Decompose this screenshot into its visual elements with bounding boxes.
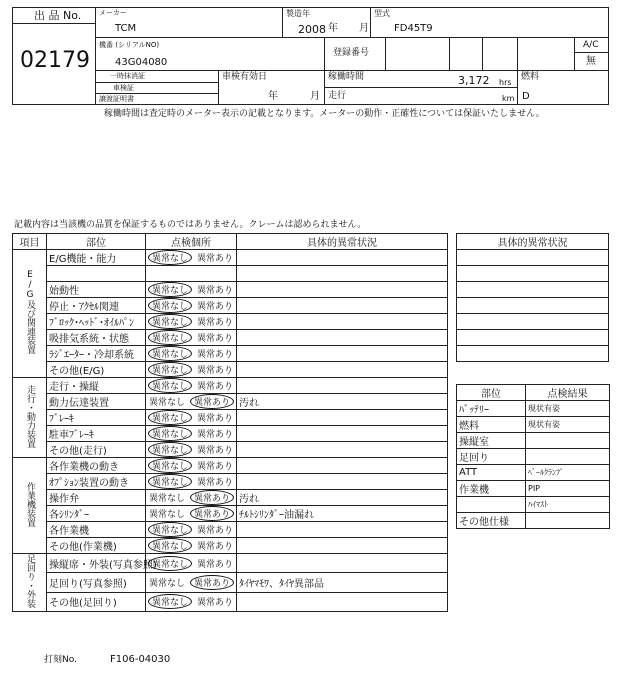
option-abnormal: 異常あり xyxy=(196,430,233,440)
result-value: ﾊｲﾏｽﾄ xyxy=(526,497,610,513)
section-name: 作業機装置 xyxy=(25,481,35,527)
registration-label: 登録番号 xyxy=(333,48,370,58)
check-cell xyxy=(146,522,237,538)
table-row xyxy=(13,346,448,362)
option-abnormal: 異常あり xyxy=(190,575,234,590)
option-normal: 異常なし xyxy=(148,282,192,297)
option-normal: 異常なし xyxy=(148,330,192,345)
header-detail: 具体的異常状況 xyxy=(237,234,448,250)
result-row xyxy=(457,417,610,433)
option-abnormal: 異常あり xyxy=(196,446,233,456)
detail-cell xyxy=(237,554,448,573)
table-row xyxy=(13,554,448,573)
result-header-result: 点検結果 xyxy=(526,385,610,401)
section-label xyxy=(13,378,47,458)
header-check: 点検個所 xyxy=(146,234,237,250)
table-row xyxy=(13,573,448,592)
detail-cell xyxy=(237,362,448,378)
serial-value: 43G04080 xyxy=(115,57,168,68)
table-row xyxy=(13,266,448,282)
option-abnormal: 異常あり xyxy=(196,542,233,552)
hours-unit: hrs xyxy=(499,78,512,87)
quality-notice: 記載内容は当該機の品質を保証するものではありません。クレームは認められません。 xyxy=(14,220,367,230)
option-normal: 異常なし xyxy=(148,250,192,265)
part-cell xyxy=(47,266,146,282)
stamp-label: 打刻No. xyxy=(44,655,77,665)
model-label: 型式 xyxy=(374,9,390,18)
result-row xyxy=(457,465,610,481)
result-value xyxy=(526,449,610,465)
result-part xyxy=(457,497,526,513)
table-row xyxy=(13,394,448,410)
inspection-month: 月 xyxy=(310,91,320,102)
result-part: ATT xyxy=(457,465,526,481)
option-normal: 異常なし xyxy=(148,594,192,609)
year-label: 製造年 xyxy=(286,9,310,18)
part-cell: 吸排気系統・状態 xyxy=(47,330,146,346)
maker-label: メーカー xyxy=(99,9,127,17)
table-header-row xyxy=(13,234,448,250)
table-row xyxy=(13,330,448,346)
result-part: ﾊﾞｯﾃﾘｰ xyxy=(457,401,526,417)
table-row xyxy=(13,314,448,330)
temp-cert-label: 一時抹消証 xyxy=(110,72,145,80)
table-row xyxy=(13,378,448,394)
table-row xyxy=(13,506,448,522)
option-normal: 異常なし xyxy=(148,410,192,425)
part-cell: 駐車ﾌﾞﾚｰｷ xyxy=(47,426,146,442)
check-cell xyxy=(146,282,237,298)
check-cell xyxy=(146,314,237,330)
detail-cell xyxy=(237,592,448,611)
section-label xyxy=(13,250,47,378)
result-row xyxy=(457,401,610,417)
table-row xyxy=(13,410,448,426)
check-cell xyxy=(146,378,237,394)
detail-cell xyxy=(237,474,448,490)
option-abnormal: 異常あり xyxy=(196,526,233,536)
part-cell: 動力伝達装置 xyxy=(47,394,146,410)
option-abnormal: 異常あり xyxy=(196,598,233,609)
section-name: 走行・動力装置 xyxy=(25,384,35,448)
check-cell xyxy=(146,250,237,266)
part-cell: その他(E/G) xyxy=(47,362,146,378)
table-row xyxy=(13,298,448,314)
hours-notice: 稼働時間は査定時のメーター表示の記載となります。メーターの動作・正確性については保証いたしません。 xyxy=(104,109,545,119)
table-row xyxy=(13,538,448,554)
detail-cell xyxy=(237,298,448,314)
part-cell: 停止・ｱｸｾﾙ関連 xyxy=(47,298,146,314)
option-abnormal: 異常あり xyxy=(196,462,233,472)
option-normal: 異常なし xyxy=(148,378,192,393)
table-row xyxy=(13,490,448,506)
option-abnormal: 異常あり xyxy=(196,318,233,328)
table-row xyxy=(13,474,448,490)
section-label xyxy=(13,554,47,612)
option-abnormal: 異常あり xyxy=(196,478,233,488)
result-part: 燃料 xyxy=(457,417,526,433)
result-value xyxy=(526,433,610,449)
option-abnormal: 異常あり xyxy=(196,286,233,296)
option-normal: 異常なし xyxy=(148,442,192,457)
section-name: 足回り・外装 xyxy=(25,554,35,608)
part-cell: ｵﾌﾟｼｮﾝ装置の動き xyxy=(47,474,146,490)
result-row xyxy=(457,433,610,449)
header-part: 部位 xyxy=(47,234,146,250)
result-row xyxy=(457,513,610,529)
table-row xyxy=(13,442,448,458)
part-cell: 足回り(写真参照) xyxy=(47,573,146,592)
hours-label: 稼働時間 xyxy=(328,72,365,82)
lot-label: 出 品 No. xyxy=(34,9,82,22)
option-normal: 異常なし xyxy=(148,362,192,377)
detail-cell: ﾁﾙﾄｼﾘﾝﾀﾞｰ油漏れ xyxy=(237,506,448,522)
part-cell: 各作業機 xyxy=(47,522,146,538)
option-normal: 異常なし xyxy=(148,346,192,361)
inspection-table xyxy=(12,233,448,612)
detail-cell: ﾀｲﾔﾏﾓﾜ、ﾀｲﾔ異部品 xyxy=(237,573,448,592)
header-item: 項目 xyxy=(13,234,47,250)
result-part: 操縦室 xyxy=(457,433,526,449)
option-normal: 異常なし xyxy=(148,298,192,313)
detail-cell xyxy=(237,282,448,298)
detail-cell xyxy=(237,250,448,266)
right-detail-table xyxy=(456,233,609,362)
km-unit: km xyxy=(502,94,515,103)
option-abnormal: 異常あり xyxy=(190,490,234,505)
fuel-value: D xyxy=(522,91,530,102)
detail-cell: 汚れ xyxy=(237,490,448,506)
part-cell: ﾌﾞﾛｯｸ･ﾍｯﾄﾞ･ｵｲﾙﾊﾟﾝ xyxy=(47,314,146,330)
table-row xyxy=(13,250,448,266)
table-row xyxy=(13,458,448,474)
right-result-table xyxy=(456,384,610,529)
option-normal: 異常なし xyxy=(148,458,192,473)
year-unit: 年 xyxy=(328,23,338,34)
option-abnormal: 異常あり xyxy=(196,254,233,264)
table-row xyxy=(13,426,448,442)
result-row xyxy=(457,481,610,497)
option-normal: 異常なし xyxy=(148,494,185,504)
part-cell: その他(走行) xyxy=(47,442,146,458)
fuel-label: 燃料 xyxy=(521,72,540,82)
part-cell: 操縦席・外装(写真参照) xyxy=(47,554,146,573)
check-cell xyxy=(146,506,237,522)
detail-cell xyxy=(237,346,448,362)
check-cell xyxy=(146,573,237,592)
detail-cell xyxy=(237,410,448,426)
ac-label: A/C xyxy=(583,40,599,50)
transfer-cert-label: 譲渡証明書 xyxy=(99,95,134,103)
month-unit: 月 xyxy=(359,23,369,34)
option-abnormal: 異常あり xyxy=(196,350,233,360)
part-cell: ﾌﾞﾚｰｷ xyxy=(47,410,146,426)
part-cell: ﾗｼﾞｴｰﾀｰ・冷却系統 xyxy=(47,346,146,362)
detail-cell xyxy=(237,522,448,538)
km-label: 走行 xyxy=(328,91,347,101)
section-label xyxy=(13,458,47,554)
table-row xyxy=(13,362,448,378)
maker-value: TCM xyxy=(115,23,137,34)
detail-cell xyxy=(237,426,448,442)
part-cell: 始動性 xyxy=(47,282,146,298)
check-cell xyxy=(146,490,237,506)
option-normal: 異常なし xyxy=(148,314,192,329)
section-name: E/G及び関連装置 xyxy=(25,270,35,354)
right-detail-header: 具体的異常状況 xyxy=(457,234,609,250)
option-normal: 異常なし xyxy=(148,556,192,571)
option-abnormal: 異常あり xyxy=(196,382,233,392)
option-normal: 異常なし xyxy=(148,578,185,589)
result-header-row xyxy=(457,385,610,401)
option-abnormal: 異常あり xyxy=(190,506,234,521)
detail-cell xyxy=(237,314,448,330)
result-value xyxy=(526,513,610,529)
result-value: ﾍﾞｰﾙｸﾗﾝﾌﾟ xyxy=(526,465,610,481)
part-cell: 操作弁 xyxy=(47,490,146,506)
result-part: 作業機 xyxy=(457,481,526,497)
check-cell xyxy=(146,426,237,442)
option-normal: 異常なし xyxy=(148,510,185,520)
check-cell xyxy=(146,394,237,410)
hours-value: 3,172 xyxy=(458,74,490,87)
option-normal: 異常なし xyxy=(148,474,192,489)
lot-number: 02179 xyxy=(20,48,90,73)
result-row xyxy=(457,449,610,465)
detail-cell: 汚れ xyxy=(237,394,448,410)
check-cell xyxy=(146,298,237,314)
check-cell xyxy=(146,554,237,573)
year-value: 2008 xyxy=(298,23,326,36)
check-cell xyxy=(146,474,237,490)
check-cell xyxy=(146,458,237,474)
detail-cell xyxy=(237,458,448,474)
option-abnormal: 異常あり xyxy=(196,334,233,344)
inspection-label: 車検有効日 xyxy=(222,72,268,82)
detail-cell xyxy=(237,266,448,282)
result-value: 現状有姿 xyxy=(526,401,610,417)
part-cell: その他(足回り) xyxy=(47,592,146,611)
option-normal: 異常なし xyxy=(148,522,192,537)
table-row xyxy=(13,522,448,538)
result-header-part: 部位 xyxy=(457,385,526,401)
part-cell: その他(作業機) xyxy=(47,538,146,554)
vehicle-cert-label: 車検証 xyxy=(113,84,134,92)
check-cell xyxy=(146,592,237,611)
check-cell xyxy=(146,330,237,346)
detail-cell xyxy=(237,442,448,458)
check-cell xyxy=(146,346,237,362)
check-cell xyxy=(146,410,237,426)
check-cell xyxy=(146,266,237,282)
option-abnormal: 異常あり xyxy=(196,302,233,312)
stamp-value: F106-04030 xyxy=(110,654,171,665)
serial-label: 機番 (シリアルNO) xyxy=(99,41,160,49)
check-cell xyxy=(146,538,237,554)
model-value: FD45T9 xyxy=(394,23,433,34)
part-cell: E/G機能・能力 xyxy=(47,250,146,266)
option-abnormal: 異常あり xyxy=(196,559,233,570)
part-cell: 各作業機の動き xyxy=(47,458,146,474)
part-cell: 各ｼﾘﾝﾀﾞｰ xyxy=(47,506,146,522)
detail-cell xyxy=(237,378,448,394)
table-row xyxy=(13,282,448,298)
check-cell xyxy=(146,442,237,458)
result-value: 現状有姿 xyxy=(526,417,610,433)
ac-value: 無 xyxy=(586,56,596,67)
option-abnormal: 異常あり xyxy=(190,394,234,409)
result-row xyxy=(457,497,610,513)
option-normal: 異常なし xyxy=(148,538,192,553)
option-abnormal: 異常あり xyxy=(196,414,233,424)
option-abnormal: 異常あり xyxy=(196,366,233,376)
option-normal: 異常なし xyxy=(148,426,192,441)
table-row xyxy=(13,592,448,611)
inspection-year: 年 xyxy=(268,91,278,102)
result-part: 足回り xyxy=(457,449,526,465)
detail-cell xyxy=(237,538,448,554)
check-cell xyxy=(146,362,237,378)
part-cell: 走行・操縦 xyxy=(47,378,146,394)
result-value: PIP xyxy=(526,481,610,497)
option-normal: 異常なし xyxy=(148,398,185,408)
detail-cell xyxy=(237,330,448,346)
result-part: その他仕様 xyxy=(457,513,526,529)
